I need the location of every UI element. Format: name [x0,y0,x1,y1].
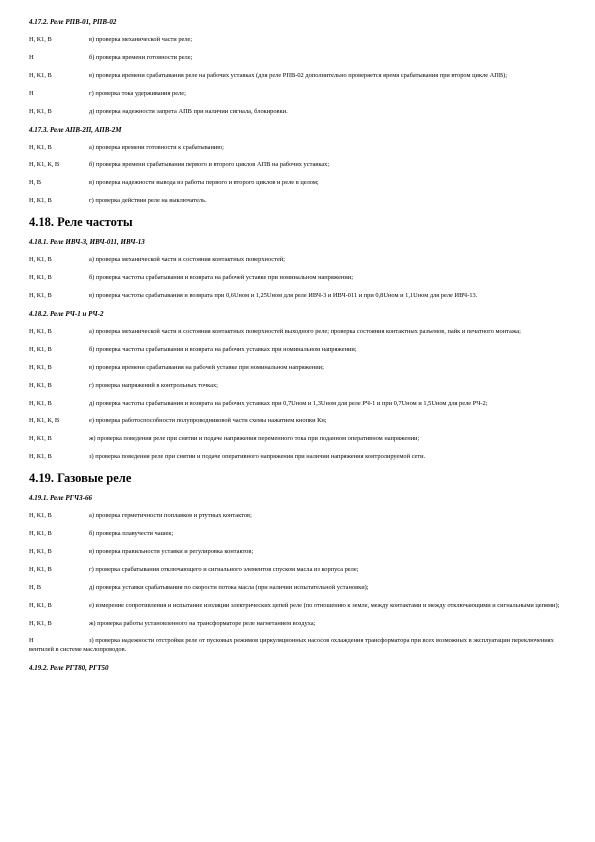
item-text: б) проверка времени срабатывания первого и второго циклов АПВ на рабочих уставках; [89,161,330,169]
item-text: ж) проверка поведения реле при снятии и подаче напряжения переменного тока при поданном оперативном напряжении; [89,435,420,443]
test-codes: Н [29,89,34,97]
checklist-item [29,566,569,574]
test-codes: Н, В [29,179,42,187]
document-body [29,14,569,682]
test-codes: Н, К1, В [29,274,52,282]
checklist-item [29,435,569,443]
test-codes: Н, В [29,583,42,591]
item-text: в) проверка надежности вывода из работы первого и второго циклов и реле в целом; [89,179,319,187]
test-codes: Н, К1, В [29,197,52,205]
item-text: в) проверка частоты срабатывания и возврата при 0,6Uном и 1,25Uном для реле ИВЧ-3 и ИВЧ-011 и при 0,8Uном и 1,1Uном для реле ИВЧ-13. [89,291,478,299]
checklist-item [29,346,569,354]
test-codes: Н, К1, В [29,601,52,609]
item-text: б) проверка частоты срабатывания и возврата на рабочих уставках при номинальном напряжении; [89,345,357,353]
subsection-heading: 4.18.2. Реле РЧ-1 и РЧ-2 [29,309,104,318]
checklist-item [29,179,569,187]
checklist-item [29,417,569,425]
item-text: г) проверка тока удерживания реле; [89,89,186,97]
checklist-item [29,637,569,654]
test-codes: Н, К1, В [29,291,52,299]
test-codes: Н, К1, В [29,435,52,443]
section-heading: 4.18. Реле частоты [29,215,133,230]
item-text: б) проверка времени готовности реле; [89,53,193,61]
test-codes: Н, К1, К, В [29,417,60,425]
checklist-item [29,602,569,610]
item-text: б) проверка частоты срабатывания и возврата на рабочей уставке при номинальном напряжении; [89,274,353,282]
subsection-heading: 4.19.1. Реле РГЧЗ-66 [29,494,93,503]
test-codes: Н, К1, В [29,345,52,353]
checklist-item [29,256,569,264]
section-heading: 4.19. Газовые реле [29,471,132,486]
checklist-item [29,292,569,300]
test-codes: Н, К1, В [29,327,52,335]
item-text: г) проверка напряжений в контрольных точках; [89,381,218,389]
item-text: б) проверка плавучести чашек; [89,530,174,538]
checklist-item [29,620,569,628]
checklist-item [29,197,569,205]
item-text: а) проверка механической части и состояния контактных поверхностей; [89,256,285,264]
checklist-item [29,382,569,390]
subsection-heading: 4.19.2. Реле РГТ80, РГТ50 [29,663,109,672]
test-codes: Н, К1, В [29,530,52,538]
checklist-item [29,36,569,44]
test-codes: Н [29,53,34,61]
checklist-item [29,72,569,80]
test-codes: Н, К1, К, В [29,161,60,169]
checklist-item [29,90,569,98]
subsection-heading: 4.17.3. Реле АПВ-2П, АПВ-2М [29,125,122,134]
item-text: а) проверка механической части и состояния контактных поверхностей выходного реле; проверка состояния контактных разъемов, пайк и печатного монтажа; [89,327,521,335]
test-codes: Н, К1, В [29,453,52,461]
test-codes: Н, К1, В [29,71,52,79]
test-codes: Н, К1, В [29,256,52,264]
item-text: в) проверка времени срабатывания реле на рабочих уставках (для реле РПВ-02 дополнительно проверяется время срабатывания при втором цикле АПВ); [89,71,508,79]
test-codes: Н, К1, В [29,547,52,555]
test-codes: Н, К1, В [29,107,52,115]
item-text: г) проверка действия реле на выключатель. [89,197,207,205]
item-text: а) проверка времени готовности к срабатыванию; [89,143,224,151]
item-text: д) проверка частоты срабатывания и возврата на рабочих уставках при 0,7Uном и 1,3Uном для реле РЧ-1 и при 0,7Uном и 1,5Uном для реле РЧ-2; [89,399,488,407]
test-codes: Н [29,637,34,645]
test-codes: Н, К1, В [29,399,52,407]
item-text: ж) проверка работы установленного на трансформаторе реле нагнетанием воздуха; [89,619,316,627]
item-text: в) проверка механической части реле; [89,36,193,43]
checklist-item [29,512,569,520]
test-codes: Н, К1, В [29,512,52,520]
checklist-item [29,54,569,62]
item-text: д) проверка уставки срабатывания по скорости потока масла (при наличии испытательной установки); [89,583,369,591]
test-codes: Н, К1, В [29,363,52,371]
subsection-heading: 4.17.2. Реле РПВ-01, РПВ-02 [29,18,117,26]
item-text: з) проверка поведения реле при снятии и подаче оперативного напряжения при наличии напряжения контролируемой сети. [89,453,426,461]
checklist-item [29,328,569,336]
item-text: е) проверка работоспособности полупроводниковой части схемы нажатием кнопки Кн; [89,417,327,425]
checklist-item [29,584,569,592]
checklist-item [29,108,569,116]
subsection-heading: 4.18.1. Реле ИВЧ-3, ИВЧ-011, ИВЧ-13 [29,238,145,247]
item-text: е) измерение сопротивления и испытание изоляции электрических цепей реле (по отношению к земле, между контактами и между отключающими и сигнальными цепями); [89,601,560,609]
checklist-item [29,364,569,372]
item-text: д) проверка надежности запрета АПВ при наличии сигнала, блокировки. [89,107,288,115]
item-text: в) проверка правильности уставки и регулировка контактов; [89,547,254,555]
test-codes: Н, К1, В [29,381,52,389]
item-text: г) проверка срабатывания отключающего и сигнального элементов спуском масла из корпуса реле; [89,565,359,573]
test-codes: Н, К1, В [29,619,52,627]
checklist-item [29,400,569,408]
item-text: а) проверка герметичности поплавков и ртутных контактов; [89,512,252,520]
checklist-item [29,548,569,556]
item-text: з) проверка надежности отстройки реле от пусковых режимов циркуляционных насосов охлаждения трансформатора при всех возможных в эксплуатации переключениях вентилей в системе маслопроводов. [29,637,554,653]
checklist-item [29,453,569,461]
checklist-item [29,161,569,169]
checklist-item [29,274,569,282]
test-codes: Н, К1, В [29,565,52,573]
checklist-item [29,144,569,152]
test-codes: Н, К1, В [29,143,52,151]
item-text: в) проверка времени срабатывания на рабочей уставке при номинальном напряжении; [89,363,324,371]
checklist-item [29,530,569,538]
test-codes: Н, К1, В [29,36,52,43]
